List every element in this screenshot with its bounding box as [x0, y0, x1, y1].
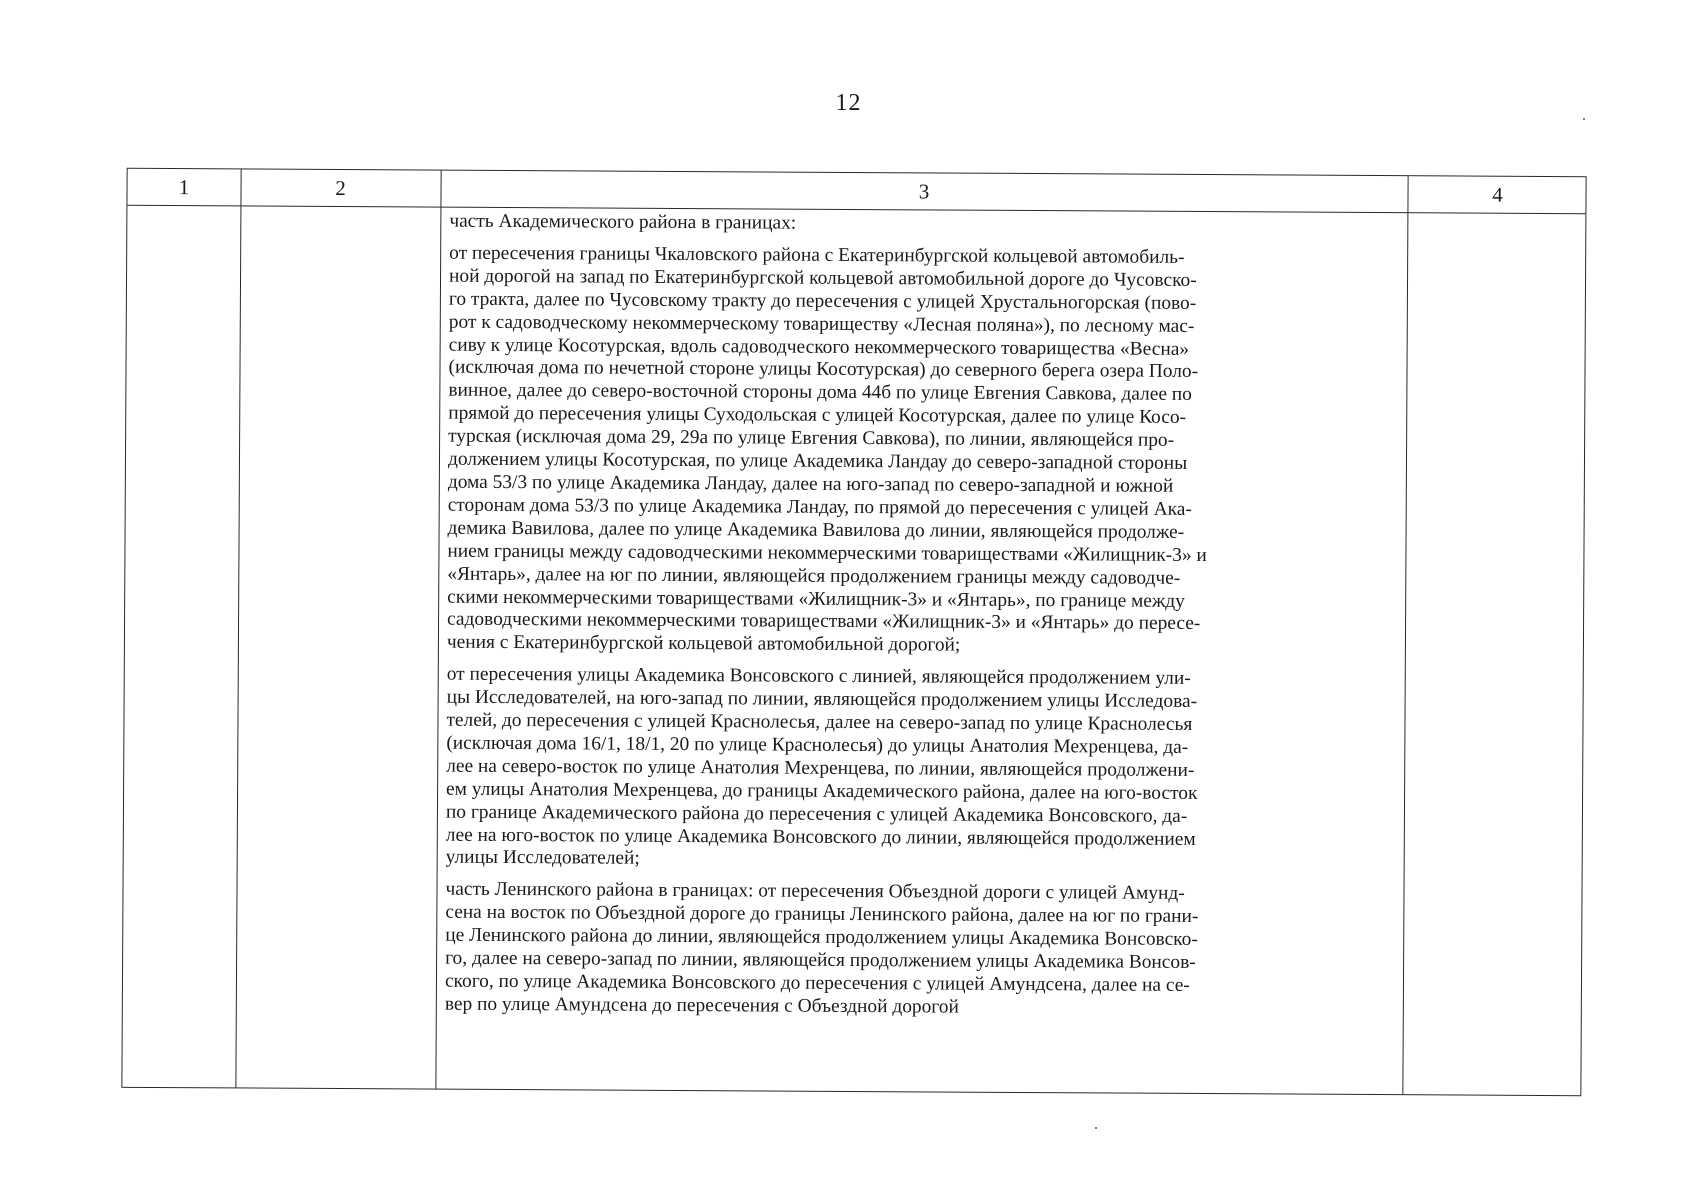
scan-artifact [1095, 1127, 1097, 1129]
text-line: сиву к улице Косотурская, вдоль садоводческого некоммерческого товарищества «Весна» [448, 334, 1190, 360]
text-line: це Ленинского района до линии, являющейся продолжением улицы Академика Вонсовско- [445, 924, 1198, 951]
text-line: скими некоммерческими товариществами «Жилищник-3» и «Янтарь», по границе между [447, 586, 1185, 612]
column-header-2: 2 [335, 176, 346, 201]
text-line: го, далее на северо-запад по линии, являющейся продолжением улицы Академика Вонсов- [445, 947, 1196, 974]
text-line: улицы Исследователей; [445, 847, 640, 870]
text-line: лее на северо-восток по улице Анатолия Мехренцева, по линии, являющейся продолжени- [446, 755, 1195, 781]
column-header-3: 3 [918, 179, 930, 204]
text-line: ского, по улице Академика Вонсовского до пересечения с улицей Амундсена, далее на се- [444, 970, 1190, 996]
text-line: от пересечения границы Чкаловского района с Екатеринбургской кольцевой автомобиль- [449, 242, 1185, 268]
scan-artifact [1583, 118, 1585, 120]
text-line: по границе Академического района до пересечения с улицей Академика Вонсовского, да- [445, 801, 1188, 827]
text-line: цы Исследователей, на юго-запад по линии, являющейся продолжением улицы Исследова- [446, 686, 1198, 713]
text-line: дома 53/3 по улице Академика Ландау, далее на юго-запад по северо-западной и южной [447, 471, 1174, 497]
column-header-4: 4 [1492, 182, 1503, 207]
text-line: садоводческими некоммерческими товариществами «Жилищник-3» и «Янтарь» до пересе- [447, 609, 1201, 635]
column-divider-1-2 [235, 169, 241, 1087]
text-line: от пересечения улицы Академика Вонсовского с линией, являющейся продолжением ули- [446, 663, 1191, 690]
paragraph-boundary-leninsky [445, 879, 1386, 1022]
text-line: сена на восток по Объездной дороге до границы Ленинского района, далее на юг по грани- [445, 901, 1199, 928]
text-line: лее на юго-восток по улице Академика Вонсовского до линии, являющейся продолжением [445, 824, 1196, 850]
text-line: сторонам дома 53/3 по улице Академика Ландау, по прямой до пересечения с улицей Ака- [447, 494, 1192, 520]
document-table [121, 168, 1586, 1096]
column-3-cell [445, 211, 1390, 1022]
text-line: вер по улице Амундсена до пересечения с Объездной дорогой [444, 993, 959, 1018]
text-line: прямой до пересечения улицы Суходольская с улицей Косотурская, далее по улице Косо- [448, 402, 1187, 429]
text-line: (исключая дома 16/1, 18/1, 20 по улице Краснолесья) до улицы Анатолия Мехренцева, да- [446, 732, 1189, 758]
section-heading-academic-district: часть Академического района в границах: [449, 210, 797, 234]
text-line: демика Вавилова, далее по улице Академика Вавилова до линии, являющейся продолже- [447, 517, 1185, 543]
text-line: рот к садоводческому некоммерческому товариществу «Лесная поляна»), по лесному мас- [448, 311, 1195, 337]
page-number: 12 [835, 90, 862, 116]
column-divider-2-3 [435, 171, 441, 1089]
text-line: ной дорогой на запад по Екатеринбургской кольцевой автомобильной дороге до Чусовско- [448, 265, 1197, 291]
text-line: турская (исключая дома 29, 29а по улице Евгения Савкова), по линии, являющейся про- [448, 425, 1175, 451]
text-line: винное, далее до северо-восточной стороны дома 44б по улице Евгения Савкова, далее по [448, 380, 1192, 406]
text-line: чения с Екатеринбургской кольцевой автомобильной дорогой; [446, 631, 961, 656]
paragraph-boundary-2 [446, 664, 1387, 876]
paragraph-boundary-1 [447, 243, 1389, 661]
text-line: го тракта, далее по Чусовскому тракту до пересечения с улицей Хрустальногорская (пово- [448, 288, 1197, 314]
text-line: телей, до пересечения с улицей Краснолесья, далее на северо-запад по улице Краснолесья [446, 709, 1193, 735]
text-line: (исключая дома по нечетной стороне улицы Косотурская) до северного берега озера Поло- [448, 357, 1199, 383]
column-header-1: 1 [178, 175, 190, 200]
text-line: должением улицы Косотурская, по улице Академика Ландау до северо-западной стороны [447, 448, 1188, 474]
text-line: «Янтарь», далее на юг по линии, являющейся продолжением границы между садоводче- [447, 563, 1181, 589]
text-line: часть Ленинского района в границах: от пересечения Объездной дороги с улицей Амунд- [445, 879, 1185, 905]
text-line: ем улицы Анатолия Мехренцева, до границы Академического района, далее на юго-восток [446, 778, 1198, 804]
text-line: нием границы между садоводческими некоммерческими товариществами «Жилищник-3» и [447, 540, 1207, 566]
table-header-row [127, 169, 1585, 214]
column-divider-3-4 [1402, 176, 1408, 1094]
